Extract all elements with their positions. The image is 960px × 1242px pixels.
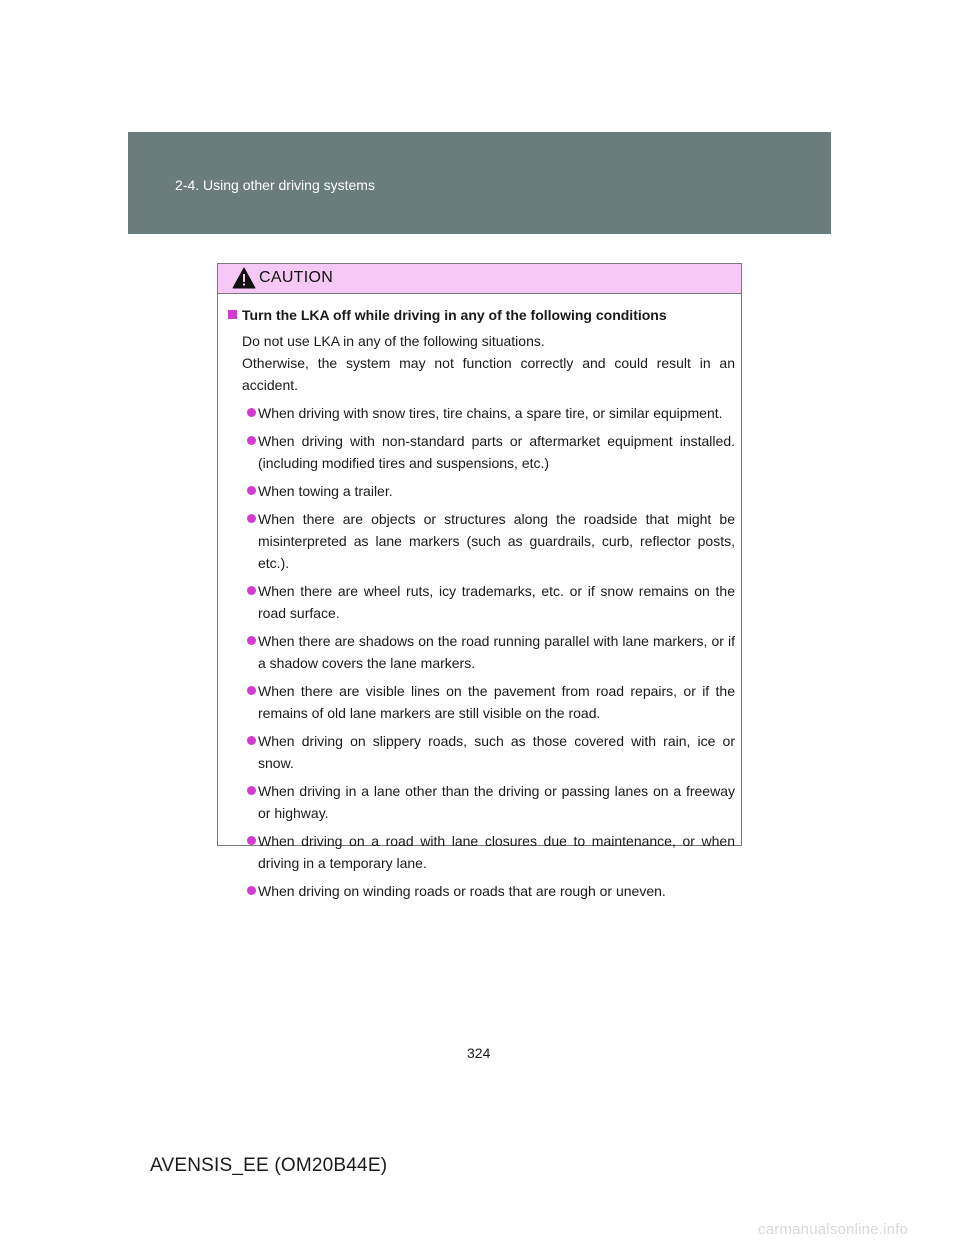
- list-item: When there are wheel ruts, icy trademarks, etc. or if snow remains on the road surface.: [248, 580, 735, 624]
- caution-intro-line1: Do not use LKA in any of the following situations.: [242, 333, 545, 349]
- list-item: When there are shadows on the road running parallel with lane markers, or if a shadow covers the lane markers.: [248, 630, 735, 674]
- round-bullet-icon: [247, 436, 256, 445]
- caution-intro: [228, 330, 735, 396]
- round-bullet-icon: [247, 514, 256, 523]
- caution-title: CAUTION: [259, 269, 334, 286]
- round-bullet-icon: [247, 686, 256, 695]
- caution-body: [218, 294, 741, 902]
- square-bullet-icon: [228, 310, 237, 319]
- section-header-band: [128, 132, 831, 234]
- round-bullet-icon: [247, 586, 256, 595]
- manual-code: AVENSIS_EE (OM20B44E): [150, 1155, 388, 1176]
- list-item: When there are objects or structures along the roadside that might be misinterpreted as lane markers (such as guardrails, curb, reflector posts, etc.).: [248, 508, 735, 574]
- caution-intro-line2: Otherwise, the system may not function correctly and could result in an accident.: [242, 355, 735, 393]
- caution-heading: [228, 304, 735, 326]
- round-bullet-icon: [247, 886, 256, 895]
- list-item: When driving on a road with lane closures due to maintenance, or when driving in a temporary lane.: [248, 830, 735, 874]
- list-item: When towing a trailer.: [248, 480, 735, 502]
- warning-triangle-icon: [232, 267, 256, 289]
- list-item: When there are visible lines on the pavement from road repairs, or if the remains of old lane markers are still visible on the road.: [248, 680, 735, 724]
- caution-heading-text: Turn the LKA off while driving in any of the following conditions: [242, 307, 667, 323]
- list-item: When driving in a lane other than the driving or passing lanes on a freeway or highway.: [248, 780, 735, 824]
- list-item: When driving with snow tires, tire chains, a spare tire, or similar equipment.: [248, 402, 735, 424]
- caution-header: [218, 264, 741, 294]
- watermark: carmanualsonline.info: [758, 1221, 909, 1238]
- round-bullet-icon: [247, 486, 256, 495]
- list-item: When driving on winding roads or roads that are rough or uneven.: [248, 880, 735, 902]
- round-bullet-icon: [247, 736, 256, 745]
- list-item: When driving with non-standard parts or aftermarket equipment installed. (including modified tires and suspensions, etc.): [248, 430, 735, 474]
- caution-box: [217, 263, 742, 899]
- page-number: 324: [467, 1045, 491, 1061]
- condition-list: [228, 402, 735, 902]
- round-bullet-icon: [247, 636, 256, 645]
- section-title: 2-4. Using other driving systems: [175, 177, 375, 193]
- list-item: When driving on slippery roads, such as those covered with rain, ice or snow.: [248, 730, 735, 774]
- round-bullet-icon: [247, 786, 256, 795]
- round-bullet-icon: [247, 408, 256, 417]
- round-bullet-icon: [247, 836, 256, 845]
